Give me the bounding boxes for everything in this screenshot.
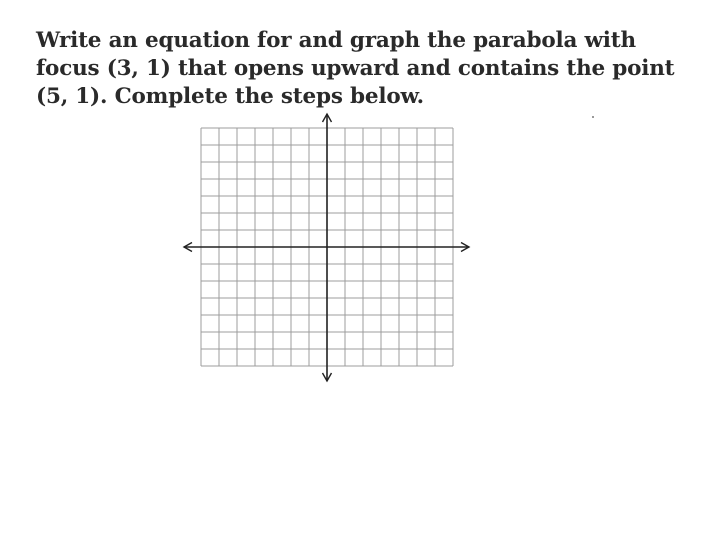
axes — [184, 114, 469, 381]
problem-line-3: (5, 1). Complete the steps below. — [36, 84, 424, 109]
scan-speck — [592, 116, 594, 118]
problem-line-1: Write an equation for and graph the parabola with — [36, 28, 636, 53]
problem-line-2: focus (3, 1) that opens upward and contains the point — [36, 56, 675, 81]
